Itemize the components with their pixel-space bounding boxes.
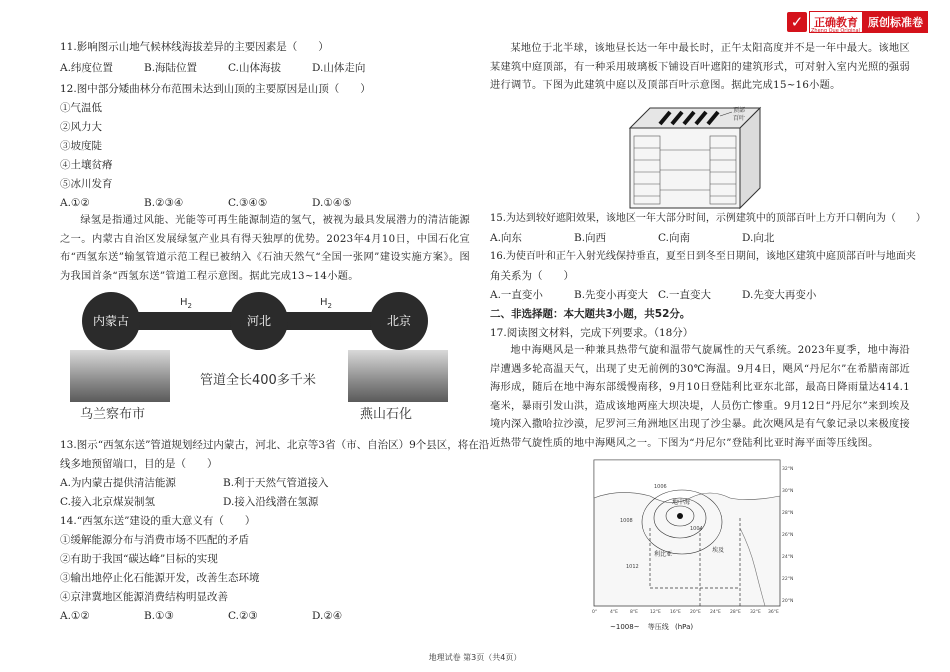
lon-label: 0° bbox=[592, 610, 598, 615]
legend-unit: (hPa) bbox=[675, 623, 694, 631]
label-top: 顶部 bbox=[733, 107, 746, 114]
q12-item: ⑤冰川发育 bbox=[60, 178, 113, 190]
lon-label: 28°E bbox=[730, 610, 741, 615]
q15-option-a[interactable]: A.向东 bbox=[490, 232, 522, 244]
q13-stem-line2: 线多地预留端口，目的是（ ） bbox=[60, 458, 218, 470]
lat-label: 28°N bbox=[782, 511, 794, 516]
q15-option-d[interactable]: D.向北 bbox=[742, 232, 775, 244]
lon-label: 32°E bbox=[750, 610, 761, 615]
caption-yanshan: 燕山石化 bbox=[360, 407, 413, 422]
label-egypt: 埃及 bbox=[712, 547, 725, 554]
label-sea: 地中海 bbox=[672, 499, 691, 506]
lon-label: 20°E bbox=[690, 610, 701, 615]
lat-label: 26°N bbox=[782, 533, 794, 538]
section-heading: 二、非选择题：本大题共3小题，共52分。 bbox=[490, 308, 691, 320]
q12-item: ③坡度陡 bbox=[60, 140, 102, 152]
lon-label: 16°E bbox=[670, 610, 681, 615]
lon-label: 12°E bbox=[650, 610, 661, 615]
q16-option-a[interactable]: A.一直变小 bbox=[490, 289, 543, 301]
isobar-label: 1008 bbox=[620, 518, 633, 524]
passage-cyclone: 地中海飓风是一种兼具热带气旋和温带气旋属性的天气系统。2023年夏季，地中海沿岸遭遇多轮高温天气，出现了史无前例的30℃海温。9月4日，飓风“丹尼尔”在希腊南部近海形成，随后在地中海东部缓慢南移，9月10日登陆利比亚东北部，最高日降雨量达414.1毫米，暴雨引发山洪，造成该地两座大坝决堤，人员伤亡惨重。9月12日“丹尼尔”来到埃及境内深入撒哈拉沙漠，尼罗河三角洲地区出现了沙尘暴。此次飓风是有气象记录以来极度接近热带气旋性质的地中海飓风之一。下图为“丹尼尔”登陆利比亚时海平面等压线图。 bbox=[490, 345, 910, 449]
isobar-map bbox=[590, 458, 800, 620]
node-inner-mongolia: 内蒙古 bbox=[82, 292, 140, 350]
label-libya: 利比亚 bbox=[654, 551, 673, 558]
q16-option-c[interactable]: C.一直变大 bbox=[658, 289, 711, 301]
q13-stem-line1: 13.图示“西氢东送”管道规划经过内蒙古，河北、北京等3省（市、自治区）9个县区，将在沿 bbox=[60, 439, 490, 451]
lon-label: 4°E bbox=[610, 610, 618, 615]
q11-stem: 11.影响图示山地气候林线海拔差异的主要因素是（ ） bbox=[60, 41, 329, 53]
check-icon: ✓ bbox=[787, 12, 807, 32]
legend-symbol: ~1008~ bbox=[610, 623, 640, 631]
brand-subtitle: Zheng Que Original Standardized Exam Paper bbox=[811, 28, 926, 34]
lon-label: 36°E bbox=[768, 610, 779, 615]
lat-label: 32°N bbox=[782, 467, 794, 472]
isobar-label: 1012 bbox=[626, 564, 639, 570]
q14-stem: 14.“西氢东送”建设的重大意义有（ ） bbox=[60, 515, 256, 527]
left-column bbox=[60, 0, 490, 640]
q13-option-c[interactable]: C.接入北京煤炭制氢 bbox=[60, 496, 155, 508]
q11-option-d[interactable]: D.山体走向 bbox=[312, 62, 366, 74]
q16-stem-line1: 16.为使百叶和正午入射光线保持垂直，夏至日到冬至日期间，该地区建筑中庭顶部百叶与地面夹 bbox=[490, 251, 916, 262]
q14-item: ①缓解能源分布与消费市场不匹配的矛盾 bbox=[60, 534, 249, 546]
passage-hydrogen: 绿氢是指通过风能、光能等可再生能源制造的氢气，被视为最具发展潜力的清洁能源之一。内蒙古自治区发展绿氢产业具有得天独厚的优势。2023年4月10日，中国石化宣布“西氢东送”输氢管道示范工程已被纳入《石油天然气“全国一张网”建设实施方案》。图为我国首条“西氢东送”管道工程示意图。据此完成13~14小题。 bbox=[60, 215, 470, 282]
q12-option-a[interactable]: A.①② bbox=[60, 197, 90, 209]
q13-option-a[interactable]: A.为内蒙古提供清洁能源 bbox=[60, 477, 176, 489]
page-footer: 地理试卷 第3页（共4页） bbox=[428, 653, 522, 662]
lat-label: 30°N bbox=[782, 489, 794, 494]
caption-ulanqab: 乌兰察布市 bbox=[80, 407, 146, 422]
q13-option-b[interactable]: B.利于天然气管道接入 bbox=[223, 477, 329, 489]
q11-option-c[interactable]: C.山体海拔 bbox=[228, 62, 281, 74]
q15-option-c[interactable]: C.向南 bbox=[658, 232, 690, 244]
label-louver: 百叶 bbox=[733, 115, 746, 122]
q12-option-c[interactable]: C.③④⑤ bbox=[228, 197, 268, 209]
isobar-label: 1004 bbox=[690, 526, 703, 532]
q11-option-b[interactable]: B.海陆位置 bbox=[144, 62, 198, 74]
q16-option-b[interactable]: B.先变小再变大 bbox=[574, 289, 649, 301]
legend-text: 等压线 bbox=[647, 623, 669, 631]
map-legend bbox=[610, 622, 693, 632]
q16-option-d[interactable]: D.先变大再变小 bbox=[742, 289, 817, 301]
cyclone-center bbox=[677, 513, 683, 519]
lat-label: 24°N bbox=[782, 555, 794, 560]
lat-label: 20°N bbox=[782, 599, 794, 604]
pipeline-diagram bbox=[70, 292, 450, 422]
q11-option-a[interactable]: A.纬度位置 bbox=[60, 62, 113, 74]
q12-item: ②风力大 bbox=[60, 121, 102, 133]
q14-option-d[interactable]: D.②④ bbox=[312, 610, 343, 622]
q12-stem: 12.图中部分矮曲林分布范围未达到山顶的主要原因是山顶（ ） bbox=[60, 83, 371, 95]
q14-option-c[interactable]: C.②③ bbox=[228, 610, 258, 622]
brand-tag: 原创标准卷 bbox=[863, 11, 928, 33]
q12-option-b[interactable]: B.②③④ bbox=[144, 197, 184, 209]
isobar-label: 1006 bbox=[654, 484, 667, 490]
node-hebei: 河北 bbox=[230, 292, 288, 350]
h2-label-2: $H_2$ bbox=[320, 297, 332, 310]
h2-label-1: $H_2$ bbox=[180, 297, 192, 310]
q15-option-b[interactable]: B.向西 bbox=[574, 232, 607, 244]
q14-option-b[interactable]: B.①③ bbox=[144, 610, 174, 622]
node-beijing: 北京 bbox=[370, 292, 428, 350]
building-diagram bbox=[620, 100, 770, 212]
q13-option-d[interactable]: D.接入沿线潜在氢源 bbox=[223, 496, 319, 508]
pipe-length-label: 管道全长400多千米 bbox=[200, 373, 316, 388]
q14-item: ④京津冀地区能源消费结构明显改善 bbox=[60, 591, 228, 603]
q12-item: ④土壤贫瘠 bbox=[60, 159, 113, 171]
q17-stem: 17.阅读图文材料，完成下列要求。（18分） bbox=[490, 327, 694, 339]
passage-louver: 某地位于北半球，该地昼长达一年中最长时，正午太阳高度并不是一年中最大。该地区某建筑中庭顶部，有一种采用玻璃板下铺设百叶遮阳的建筑形式，可对射入室内光照的强弱进行调节。下图为此建筑中庭以及顶部百叶示意图。据此完成15~16小题。 bbox=[490, 43, 910, 92]
brand-name: 正确教育 bbox=[809, 11, 863, 33]
lat-label: 22°N bbox=[782, 577, 794, 582]
q14-item: ②有助于我国“碳达峰”目标的实现 bbox=[60, 553, 218, 565]
lon-label: 8°E bbox=[630, 610, 638, 615]
q12-option-d[interactable]: D.①④⑤ bbox=[312, 197, 352, 209]
photo-ulanqab bbox=[70, 350, 170, 402]
q14-item: ③输出地停止化石能源开发，改善生态环境 bbox=[60, 572, 260, 584]
q14-option-a[interactable]: A.①② bbox=[60, 610, 90, 622]
lon-label: 24°E bbox=[710, 610, 721, 615]
photo-yanshan bbox=[348, 350, 448, 402]
q15-stem: 15.为达到较好遮阳效果，该地区一年大部分时间，示例建筑中的顶部百叶上方开口朝向为（ ） bbox=[490, 213, 926, 224]
q16-stem-line2: 角关系为（ ） bbox=[490, 270, 574, 282]
q12-item: ①气温低 bbox=[60, 102, 102, 114]
right-column bbox=[490, 0, 926, 640]
